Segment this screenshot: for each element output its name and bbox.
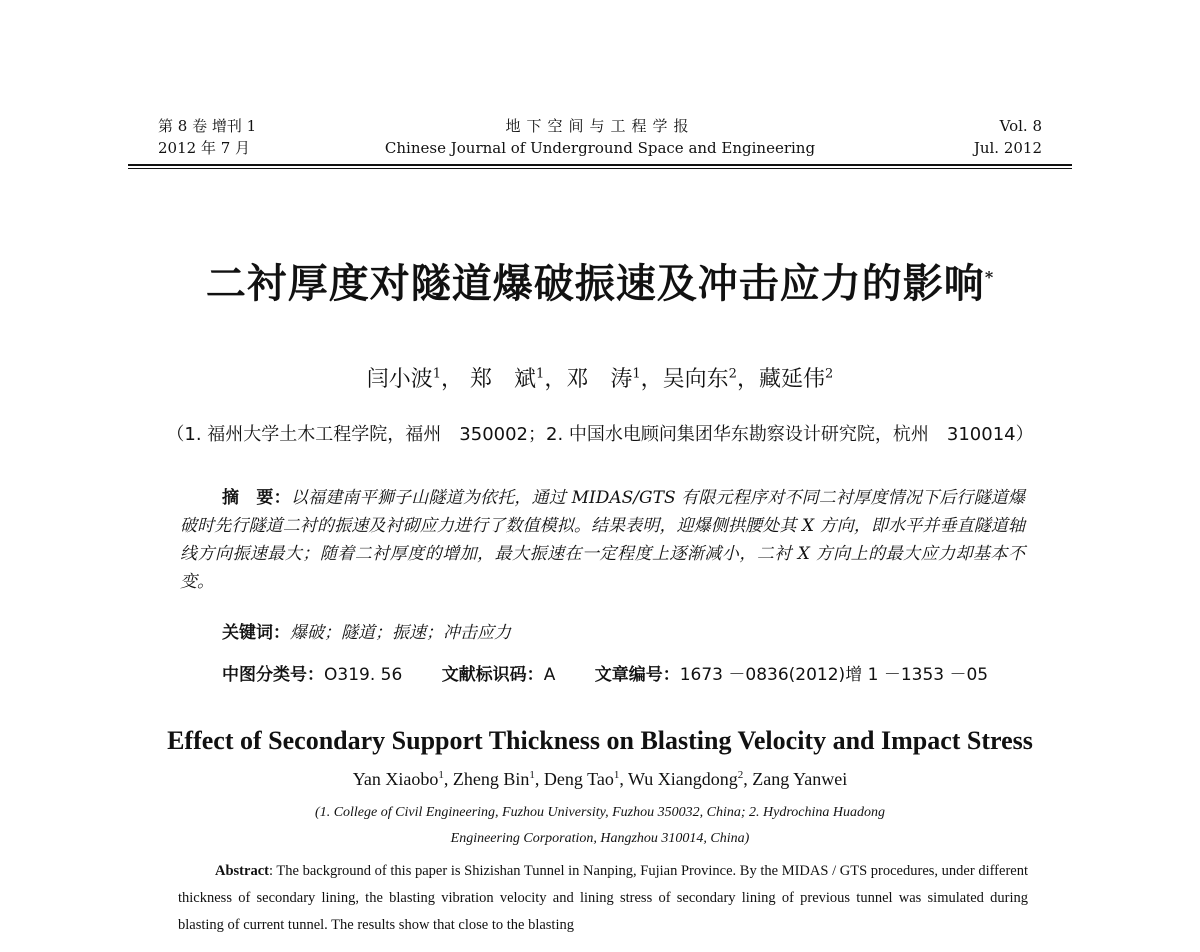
keywords-cn-label: 关键词： [222, 623, 290, 643]
header-rule-thick [128, 164, 1072, 166]
author-cn: 郑 斌 [470, 367, 537, 392]
title-footnote-mark: * [984, 267, 995, 287]
author-cn: 闫小波 [366, 367, 433, 392]
header-volume-cn: 第 8 卷 增刊 1 [158, 117, 257, 135]
author-en: Zheng Bin [452, 769, 530, 789]
affiliation-en [0, 800, 1200, 852]
author-en: Deng Tao [543, 769, 614, 789]
clc-number [222, 665, 402, 685]
affiliation-en-line1: (1. College of Civil Engineering, Fuzhou University, Fuzhou 350032, China; 2. Hydrochina Huadong [315, 805, 885, 820]
clc-label: 中图分类号： [222, 665, 324, 685]
doc-code-label: 文献标识码： [441, 665, 544, 685]
author-en-sup: 1 [529, 769, 535, 781]
author-cn: 吴向东 [662, 367, 729, 392]
author-en: Yan Xiaobo [352, 769, 439, 789]
keywords-cn-text: 爆破；隧道；振速；冲击应力 [290, 623, 511, 643]
abstract-cn [180, 484, 1025, 596]
affiliation-en-line2: Engineering Corporation, Hangzhou 310014, China) [450, 831, 750, 846]
author-cn-sup: 1 [536, 366, 545, 382]
header-journal-cn: 地下空间与工程学报 [505, 117, 695, 135]
author-cn-sup: 2 [728, 366, 737, 382]
article-number-label: 文章编号： [594, 665, 680, 685]
header-date-cn: 2012 年 7 月 [158, 139, 251, 157]
header-right [974, 115, 1042, 159]
author-cn: 邓 涛 [566, 367, 633, 392]
authors-cn: 闫小波$^1$， 郑 斌$^1$，邓 涛$^1$，吴向东$^2$，藏延伟$^2$ [366, 366, 834, 392]
abstract-en-text: : The background of this paper is Shizishan Tunnel in Nanping, Fujian Province. By the MIDAS / GTS procedures, under different thickness of secondary lining, the blasting vibration velocity and lining stress of secondary lining of previous tunnel was simulated during blasting of current tunnel. The results show that close to the blasting [178, 863, 1028, 933]
abstract-cn-label: 摘 要： [222, 488, 291, 508]
header-volume-en: Vol. 8 [999, 117, 1042, 135]
doc-code-value: A [543, 665, 556, 685]
abstract-cn-text: 以福建南平狮子山隧道为依托，通过 MIDAS/GTS 有限元程序对不同二衬厚度情况下后行隧道爆破时先行隧道二衬的振速及衬砌应力进行了数值模拟。结果表明，迎爆侧拱腰处其 X 方向，即水平并垂直隧道轴线方向振速最大；随着二衬厚度的增加，最大振速在一定程度上逐渐减小，二衬 X 方向上的最大应力却基本不变。 [180, 488, 1026, 592]
clc-value: O319. 56 [324, 665, 403, 685]
affiliation-cn: （1. 福州大学土木工程学院，福州 350002；2. 中国水电顾问集团华东勘察设计研究院，杭州 310014） [166, 424, 1034, 445]
author-cn: 藏延伟 [758, 367, 825, 392]
paper-title-en: Effect of Secondary Support Thickness on Blasting Velocity and Impact Stress [167, 726, 1033, 755]
running-header [130, 115, 1070, 159]
author-en-sup: 1 [613, 769, 620, 781]
author-en-sup: 2 [737, 769, 744, 781]
header-center [130, 115, 1070, 159]
header-journal-en: Chinese Journal of Underground Space and Engineering [384, 139, 816, 157]
author-cn-sup: 2 [824, 366, 834, 382]
author-en: Wu Xiangdong [628, 769, 738, 789]
article-number-value: 1673 －0836(2012)增 1 －1353 －05 [679, 665, 989, 685]
author-en: Zang Yanwei [752, 769, 848, 789]
author-cn-sup: 1 [432, 366, 442, 382]
authors-en: Yan Xiaobo$^1$, Zheng Bin$^1$, Deng Tao$^1$, Wu Xiangdong$^2$, Zang Yanwei [352, 769, 848, 789]
document-code [442, 665, 556, 685]
keywords-cn [222, 618, 511, 643]
header-rule-thin [128, 168, 1072, 169]
abstract-en [178, 858, 1028, 939]
author-cn-sup: 1 [632, 366, 641, 382]
abstract-en-label: Abstract [215, 863, 269, 879]
header-date-en: Jul. 2012 [973, 139, 1042, 157]
author-en-sup: 1 [438, 769, 444, 781]
paper-title-cn-text: 二衬厚度对隧道爆破振速及冲击应力的影响 [205, 260, 985, 307]
article-number [595, 665, 988, 685]
classification-line [222, 660, 1042, 685]
paper-title-cn [0, 252, 1200, 309]
